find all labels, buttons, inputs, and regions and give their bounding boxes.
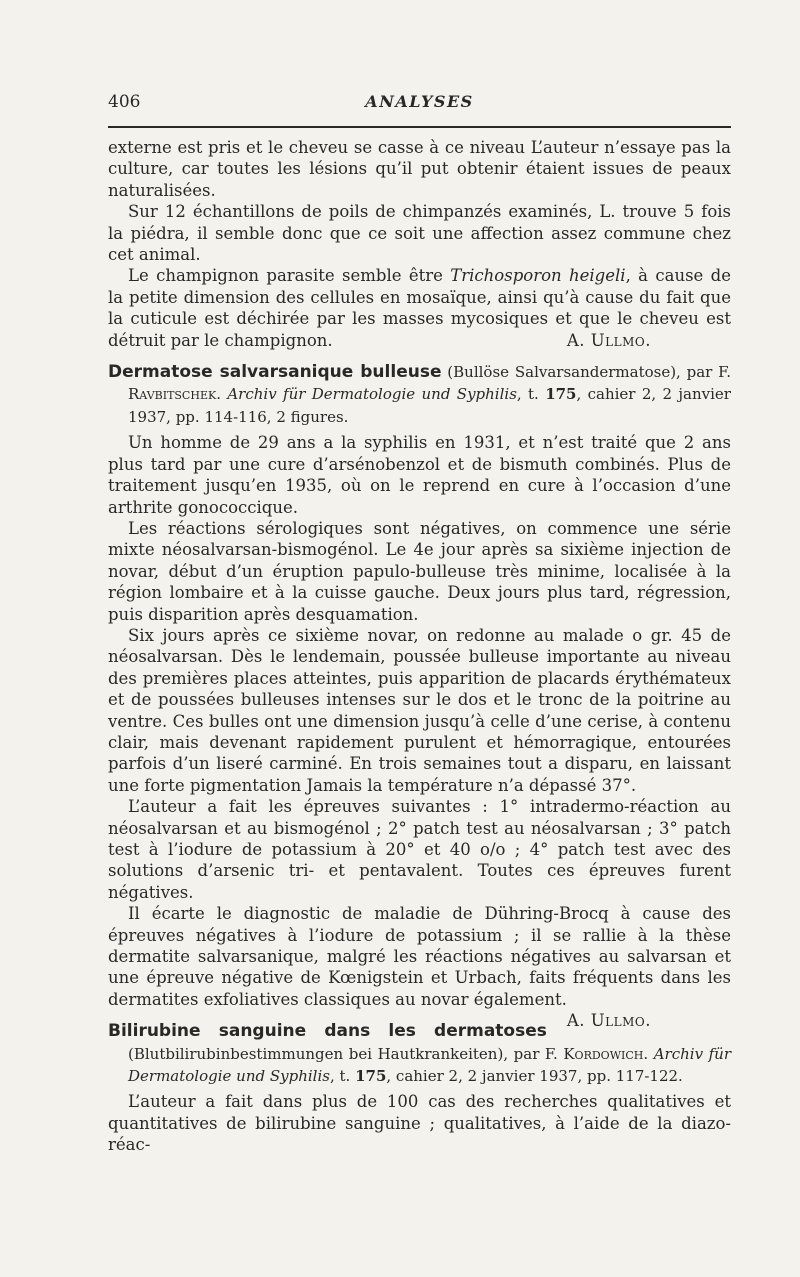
reference-text: , cahier 2, 2 janvier 1937, pp. 114-116, 2 figures. <box>128 385 731 426</box>
reference-text: . <box>643 1044 654 1063</box>
paragraph: Un homme de 29 ans a la syphilis en 1931, et n’est traité que 2 ans plus tard par une cure d’arsénobenzol et de bismuth combinés. Plus de traitement jusqu’en 1935, où on le reprend en cure à l’occasion d’une arthrite gonococcique. <box>108 433 731 517</box>
page-body <box>108 137 731 1156</box>
text: Le champignon parasite semble être <box>128 266 451 286</box>
author-name: Kordowich <box>563 1044 644 1063</box>
section-title: Dermatose salvarsanique bulleuse <box>108 362 442 383</box>
reference-text: . <box>216 385 228 404</box>
paragraph: L’auteur a fait dans plus de 100 cas des recherches qualitatives et quantitatives de bilirubine sanguine ; qualitatives, à l’aide de la diazo-réac- <box>108 1092 731 1155</box>
running-title: ANALYSES <box>365 92 474 111</box>
paragraph <box>108 903 731 1031</box>
species-name: Trichosporon heigeli <box>450 266 626 286</box>
reference-text: (Blutbilirubinbestimmungen bei Hautkrankeiten), par F. <box>128 1044 564 1063</box>
section-heading <box>108 361 731 428</box>
journal-name: Archiv für Dermatologie und Syphilis <box>227 385 517 404</box>
reference-text: , cahier 2, 2 janvier 1937, pp. 117-122. <box>386 1067 683 1086</box>
section-title: Bilirubine sanguine dans les dermatoses <box>108 1021 547 1042</box>
paragraph <box>108 265 731 351</box>
journal-name: Archiv für Dermatologie und Syphilis <box>128 1044 731 1086</box>
text: Il écarte le diagnostic de maladie de Dühring-Brocq à cause des épreuves négatives à l’iodure de potassium ; il se rallie à la thèse dermatite salvarsanique, malgré les réactions négatives au salvarsan et une épreuve négative de Kœnigstein et Urbach, faits fréquents dans les dermatites exfoliatives classiques au novar également. <box>108 904 731 1009</box>
paragraph: Sur 12 échantillons de poils de chimpanzés examinés, L. trouve 5 fois la piédra, il semble donc que ce soit une affection assez commune chez cet animal. <box>108 202 731 265</box>
reference-text: (Bullöse Salvarsandermatose), par F. <box>441 363 731 382</box>
signature: A. Ullmo. <box>566 330 651 350</box>
header-rule <box>108 126 731 128</box>
reference-text: , t. <box>329 1067 356 1086</box>
paragraph: Les réactions sérologiques sont négatives, on commence une série mixte néosalvarsan-bismogénol. Le 4e jour après sa sixième injection de novar, début d’un éruption papulo-bulleuse très minime, localisée à la région lombaire et à la cuisse gauche. Deux jours plus tard, régression, puis disparition après desquamation. <box>108 518 731 624</box>
volume-number: 175 <box>355 1067 387 1086</box>
volume-number: 175 <box>545 385 577 404</box>
text: , à cause de la petite dimension des cellules en mosaïque, ainsi qu’à cause du fait que la cuticule est déchirée par les masses mycosiques et que le cheveu est détruit par le champignon. <box>108 266 731 350</box>
paragraph: L’auteur a fait les épreuves suivantes : 1° intradermo-réaction au néosalvarsan et au bismogénol ; 2° patch test au néosalvarsan ; 3° patch test à l’iodure de potassium à 20° et 40 o/o ; 4° patch test avec des solutions d’arsenic tri- et pentavalent. Toutes ces épreuves furent négatives. <box>108 797 731 902</box>
reference-text: , t. <box>516 385 546 404</box>
signature: A. Ullmo. <box>566 1011 651 1031</box>
page-header <box>108 88 731 118</box>
paragraph: externe est pris et le cheveu se casse à ce niveau L’auteur n’essaye pas la culture, car toutes les lésions qu’il put obtenir étaient issues de peaux naturalisées. <box>108 138 731 200</box>
paragraph: Six jours après ce sixième novar, on redonne au malade o gr. 45 de néosalvarsan. Dès le lendemain, poussée bulleuse importante au niveau des premières places atteintes, puis apparition de placards érythémateux et de poussées bulleuses intenses sur le dos et le tronc de la poitrine au ventre. Ces bulles ont une dimension jusqu’à celle d’une cerise, à contenu clair, mais devenant rapidement purulent et hémorragique, entourées parfois d’un liseré carminé. En trois semaines tout a disparu, en laissant une forte pigmentation Jamais la température n’a dépassé 37°. <box>108 625 731 795</box>
page-number: 406 <box>108 92 141 112</box>
author-name: Ravbitschek <box>128 385 217 404</box>
